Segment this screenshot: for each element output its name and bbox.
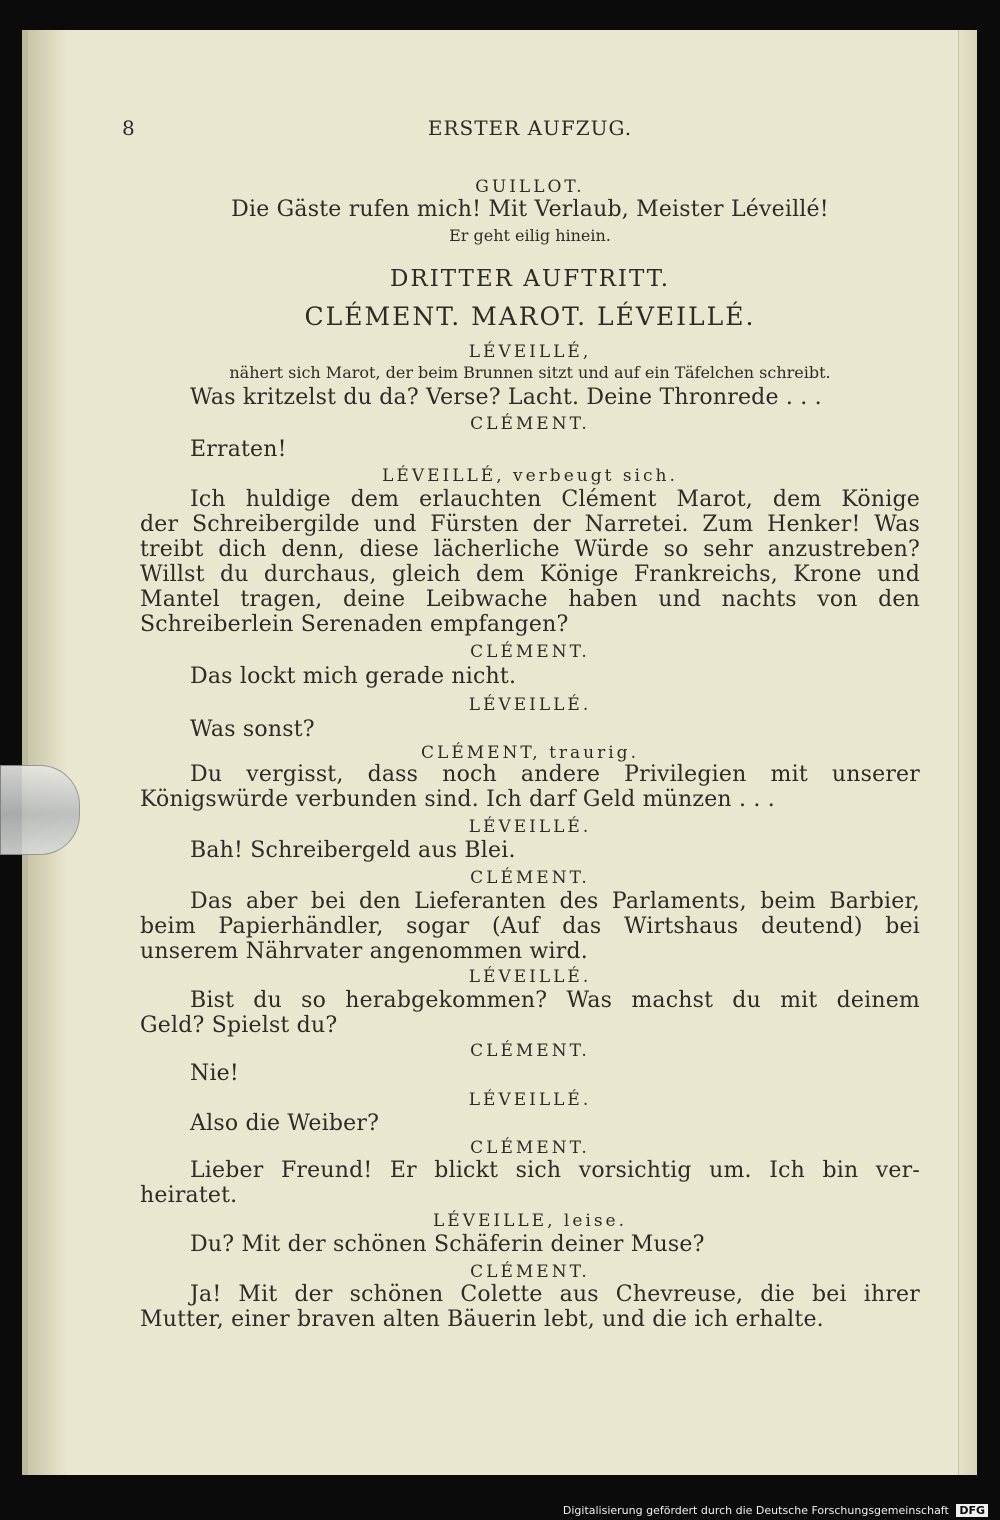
footer-credit <box>563 1504 988 1517</box>
dialogue-line: Das lockt mich gerade nicht. <box>190 664 517 689</box>
speaker-label: LÉVEILLÉ, verbeugt sich. <box>382 466 678 486</box>
dialogue-line: Du vergisst, dass noch andere Privilegien mit unserer <box>190 762 920 787</box>
dialogue-line: Mutter, einer braven alten Bäuerin lebt, und die ich erhalte. <box>140 1307 824 1332</box>
speaker-label: CLÉMENT. <box>470 868 590 888</box>
dialogue-line: Bist du so herabgekommen? Was machst du mit deinem <box>190 988 920 1013</box>
page-clip <box>0 765 80 855</box>
dialogue-line: Lieber Freund! Er blickt sich vorsichtig um. Ich bin ver- <box>190 1158 920 1183</box>
dialogue-line: Mantel tragen, deine Leibwache haben und nachts von den <box>140 587 920 612</box>
dialogue-line: Bah! Schreibergeld aus Blei. <box>190 838 516 863</box>
dialogue-line: Königswürde verbunden sind. Ich darf Geld münzen . . . <box>140 787 775 812</box>
stage-direction: nähert sich Marot, der beim Brunnen sitzt und auf ein Täfelchen schreibt. <box>229 363 831 382</box>
dialogue-line: Erraten! <box>190 437 287 462</box>
page-number: 8 <box>122 116 136 140</box>
dialogue-line: Die Gäste rufen mich! Mit Verlaub, Meister Léveillé! <box>231 197 829 222</box>
dialogue-line: Das aber bei den Lieferanten des Parlaments, beim Barbier, <box>190 889 920 914</box>
spine-shadow <box>28 30 68 1475</box>
dfg-logo: DFG <box>956 1504 988 1517</box>
cast-list: CLÉMENT. MAROT. LÉVEILLÉ. <box>304 302 756 331</box>
speaker-label: CLÉMENT. <box>470 1262 590 1282</box>
page-edge <box>958 30 977 1475</box>
dialogue-line: Was kritzelst du da? Verse? Lacht. Deine Thronrede . . . <box>190 385 822 410</box>
speaker-label: GUILLOT. <box>475 177 585 197</box>
speaker-label: LÉVEILLÉ. <box>468 1090 592 1110</box>
speaker-label: LÉVEILLE, leise. <box>432 1211 628 1231</box>
dialogue-line: Geld? Spielst du? <box>140 1013 338 1038</box>
speaker-label: CLÉMENT. <box>470 414 590 434</box>
dialogue-line: der Schreibergilde und Fürsten der Narretei. Zum Henker! Was <box>140 512 920 537</box>
dialogue-line: Willst du durchaus, gleich dem Könige Frankreichs, Krone und <box>140 562 920 587</box>
scene-heading: DRITTER AUFTRITT. <box>389 266 671 292</box>
speaker-label: CLÉMENT. <box>470 1138 590 1158</box>
dialogue-line: Du? Mit der schönen Schäferin deiner Muse? <box>190 1232 705 1257</box>
stage-direction: Er geht eilig hinein. <box>449 226 611 245</box>
credit-text: Digitalisierung gefördert durch die Deutsche Forschungsgemeinschaft <box>562 1504 949 1517</box>
speaker-label: CLÉMENT, traurig. <box>421 743 639 763</box>
speaker-label: LÉVEILLÉ, <box>468 342 592 362</box>
dialogue-line: Nie! <box>190 1061 239 1086</box>
dialogue-line: beim Papierhändler, sogar (Auf das Wirtshaus deutend) bei <box>140 914 920 939</box>
dialogue-line: Schreiberlein Serenaden empfangen? <box>140 612 569 637</box>
speaker-label: LÉVEILLÉ. <box>468 817 592 837</box>
speaker-label: CLÉMENT. <box>470 1041 590 1061</box>
dialogue-line: heiratet. <box>140 1183 238 1208</box>
speaker-label: CLÉMENT. <box>470 642 590 662</box>
book-page <box>22 30 977 1475</box>
speaker-label: LÉVEILLÉ. <box>468 695 592 715</box>
dialogue-line: Ja! Mit der schönen Colette aus Chevreuse, die bei ihrer <box>190 1282 920 1307</box>
dialogue-line: treibt dich denn, diese lächerliche Würde so sehr anzustreben? <box>140 537 920 562</box>
dialogue-line: Also die Weiber? <box>190 1111 380 1136</box>
dialogue-line: Was sonst? <box>190 717 315 742</box>
dialogue-line: Ich huldige dem erlauchten Clément Marot, dem Könige <box>190 487 920 512</box>
speaker-label: LÉVEILLÉ. <box>468 967 592 987</box>
running-header: ERSTER AUFZUG. <box>427 116 633 140</box>
dialogue-line: unserem Nährvater angenommen wird. <box>140 939 588 964</box>
